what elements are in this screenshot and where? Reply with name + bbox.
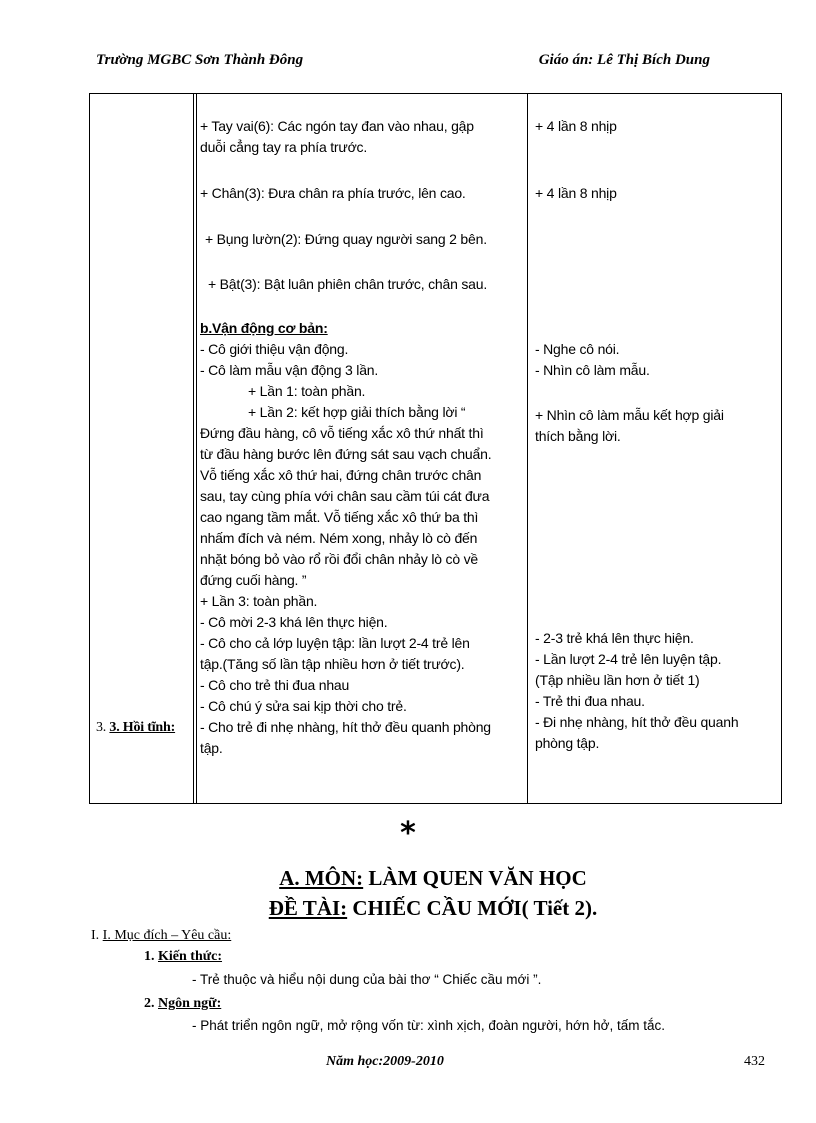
text-line: - Cô chú ý sửa sai kịp thời cho trẻ.: [200, 698, 407, 714]
table-divider: [196, 94, 197, 803]
topic-title: ĐỀ TÀI: CHIẾC CẦU MỚI( Tiết 2).: [268, 896, 598, 920]
text-line: + Nhìn cô làm mẫu kết hợp giải: [535, 407, 724, 423]
table-divider: [193, 94, 194, 803]
text-line: - Lần lượt 2-4 trẻ lên luyện tập.: [535, 651, 722, 667]
page-header: [96, 52, 710, 69]
knowledge-heading: 1. Kiến thức:: [144, 949, 223, 964]
text-line: - Trẻ thi đua nhau.: [535, 693, 645, 709]
text-line: - Cô làm mẫu vận động 3 lần.: [200, 362, 379, 378]
text-line: cao ngang tầm mắt. Vỗ tiếng xắc xô thứ ba thì: [200, 509, 479, 525]
right-watch: [535, 405, 773, 447]
right-repetitions-arms: + 4 lần 8 nhịp: [535, 118, 617, 134]
text-line: + Lần 2: kết hợp giải thích bằng lời “: [248, 404, 466, 420]
text-line: tập.: [200, 740, 223, 756]
main-exercise-legs: + Chân(3): Đưa chân ra phía trước, lên cao.: [200, 185, 466, 201]
text-line: - 2-3 trẻ khá lên thực hiện.: [535, 630, 694, 646]
text-line: - Nhìn cô làm mẫu.: [535, 362, 650, 378]
text-line: + Lần 3: toàn phần.: [200, 593, 318, 609]
subject-title: A. MÔN: LÀM QUEN VĂN HỌC: [279, 866, 587, 890]
text-line: - Cô mời 2-3 khá lên thực hiện.: [200, 614, 388, 630]
section-b-title: b.Vận động cơ bản:: [200, 320, 328, 336]
section-separator-star: *: [400, 816, 416, 851]
text-line: + Tay vai(6): Các ngón tay đan vào nhau, gập: [200, 118, 474, 134]
section-label-cooldown: 3. 3. Hồi tĩnh:: [96, 720, 176, 735]
lesson-table: [89, 93, 782, 804]
main-exercise-jump: + Bật(3): Bật luân phiên chân trước, chân sau.: [208, 276, 488, 292]
text-line: đứng cuối hàng. ”: [200, 572, 307, 588]
right-listen: [535, 339, 773, 381]
right-repetitions-legs: + 4 lần 8 nhịp: [535, 185, 617, 201]
text-line: nhấm đích và ném. Ném xong, nhảy lò cò đến: [200, 530, 478, 546]
text-line: Đứng đầu hàng, cô vỗ tiếng xắc xô thứ nhất thì: [200, 425, 484, 441]
school-year: Năm học:2009-2010: [326, 1054, 444, 1069]
text-line: phòng tập.: [535, 735, 600, 751]
text-line: - Nghe cô nói.: [535, 341, 620, 357]
main-section-b: [200, 318, 522, 759]
knowledge-text: - Trẻ thuộc và hiểu nội dung của bài thơ “ Chiếc cầu mới ”.: [192, 972, 542, 987]
language-text: - Phát triển ngôn ngữ, mở rộng vốn từ: xình xịch, đoàn người, hớn hở, tấm tắc.: [192, 1018, 666, 1033]
text-line: - Cô cho trẻ thi đua nhau: [200, 677, 350, 693]
main-exercise-belly: + Bụng lườn(2): Đứng quay người sang 2 bên.: [205, 231, 487, 247]
school-name: Trường MGBC Sơn Thành Đông: [96, 52, 304, 68]
text-line: - Cô giới thiệu vận động.: [200, 341, 349, 357]
table-divider: [527, 94, 528, 803]
text-line: từ đầu hàng bước lên đứng sát sau vạch chuẩn.: [200, 446, 492, 462]
text-line: sau, tay cùng phía với chân sau cầm túi cát đưa: [200, 488, 490, 504]
objectives-heading: I. I. Mục đích – Yêu cầu:: [91, 928, 232, 943]
text-line: tập.(Tăng số lần tập nhiều hơn ở tiết trước).: [200, 656, 465, 672]
text-line: Vỗ tiếng xắc xô thứ hai, đứng chân trước chân: [200, 467, 482, 483]
language-heading: 2. Ngôn ngữ:: [144, 996, 222, 1011]
main-exercise-arms: [200, 116, 522, 158]
author-name: Giáo án: Lê Thị Bích Dung: [538, 52, 710, 68]
right-practice: [535, 628, 773, 754]
text-line: nhặt bóng bỏ vào rổ rồi đổi chân nhảy lò cò về: [200, 551, 478, 567]
text-line: - Cho trẻ đi nhẹ nhàng, hít thở đều quanh phòng: [200, 719, 491, 735]
text-line: + Lần 1: toàn phần.: [248, 383, 366, 399]
text-line: - Đi nhẹ nhàng, hít thở đều quanh: [535, 714, 739, 730]
text-line: - Cô cho cả lớp luyện tập: lần lượt 2-4 trẻ lên: [200, 635, 470, 651]
text-line: duỗi cẳng tay ra phía trước.: [200, 139, 368, 155]
page-number: 432: [744, 1054, 765, 1069]
text-line: (Tập nhiều lần hơn ở tiết 1): [535, 672, 700, 688]
text-line: thích bằng lời.: [535, 428, 621, 444]
